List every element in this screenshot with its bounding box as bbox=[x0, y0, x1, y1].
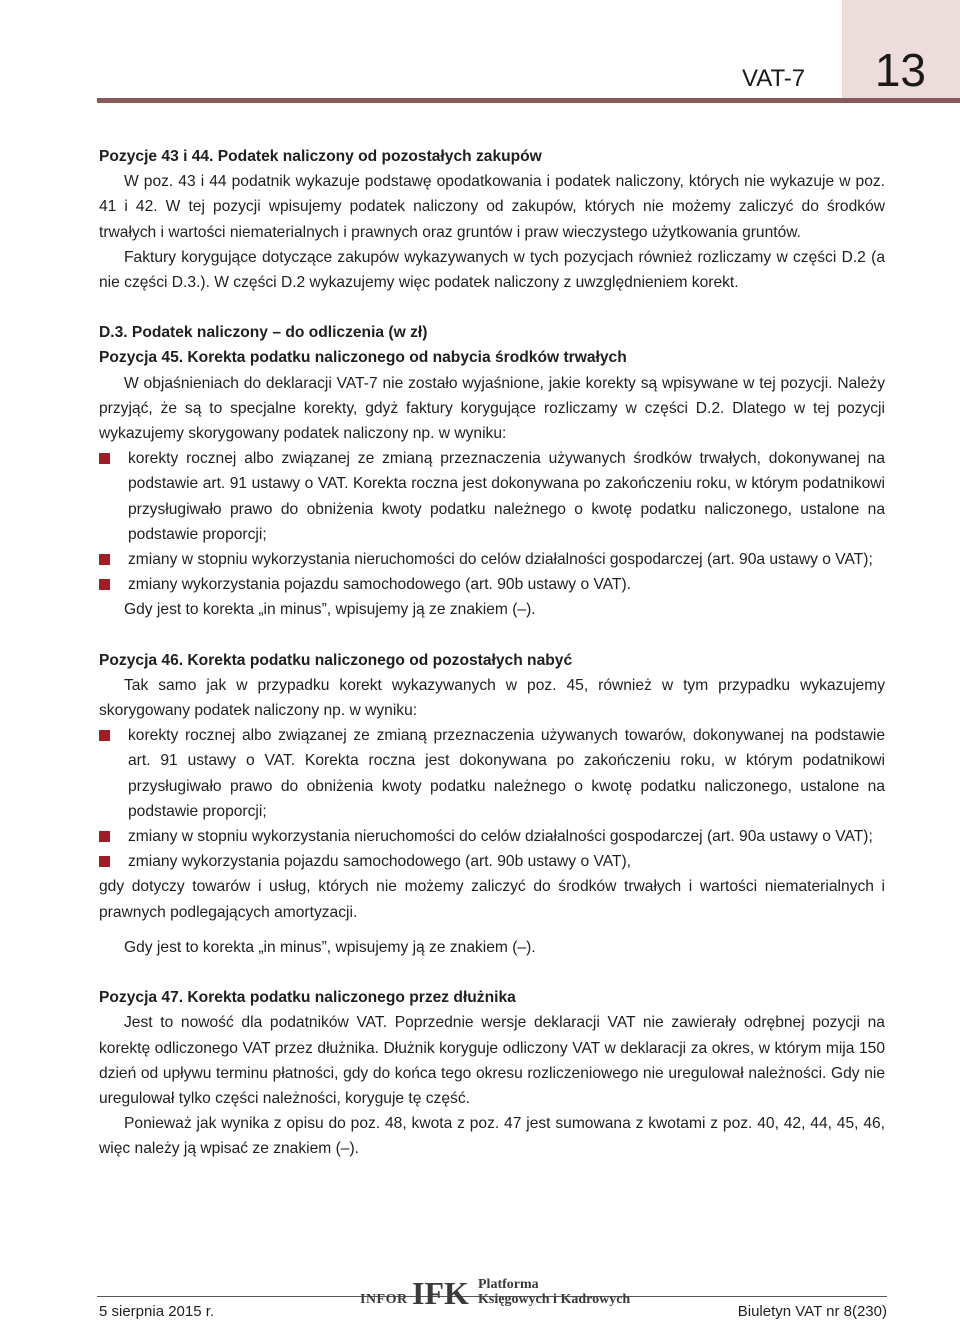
note: Gdy jest to korekta „in minus”, wpisujemy ją ze znakiem (–). bbox=[124, 938, 536, 956]
bullet-square-icon bbox=[99, 579, 110, 590]
paragraph: gdy dotyczy towarów i usług, których nie możemy zaliczyć do środków trwałych i wartości niematerialnych i prawnych podlegających amortyzacji. bbox=[99, 878, 885, 921]
bullet-square-icon bbox=[99, 554, 110, 565]
bullet-square-icon bbox=[99, 453, 110, 464]
paragraph: W objaśnieniach do deklaracji VAT-7 nie zostało wyjaśnione, jakie korekty są wpisywane w tej pozycji. Należy przyjąć, że są to specjalne korekty, gdyż faktury korygujące rozliczamy w części D.2. Dlatego w tej pozycji wykazujemy skorygowany podatek naliczony np. w wyniku: bbox=[99, 374, 885, 443]
section-heading-d3: D.3. Podatek naliczony – do odliczenia (w zł) bbox=[99, 324, 428, 342]
publisher-logo: INFOR IFK Platforma Księgowych i Kadrowych bbox=[360, 1275, 631, 1311]
article-body bbox=[99, 144, 885, 1162]
bullet-square-icon bbox=[99, 831, 110, 842]
page-number-box bbox=[842, 0, 960, 98]
footer-publication: Biuletyn VAT nr 8(230) bbox=[737, 1303, 887, 1320]
paragraph: Ponieważ jak wynika z opisu do poz. 48, kwota z poz. 47 jest sumowana z kwotami z poz. 40, 42, 44, 45, 46, więc należy ją wpisać ze znakiem (–). bbox=[99, 1115, 885, 1158]
footer-date: 5 sierpnia 2015 r. bbox=[99, 1303, 215, 1320]
bullet-list bbox=[99, 723, 885, 874]
section-heading-47: Pozycja 47. Korekta podatku naliczonego przez dłużnika bbox=[99, 989, 516, 1007]
bullet-square-icon bbox=[99, 856, 110, 867]
subheading-45: Pozycja 45. Korekta podatku naliczonego od nabycia środków trwałych bbox=[99, 349, 627, 367]
note: Gdy jest to korekta „in minus”, wpisujemy ją ze znakiem (–). bbox=[124, 601, 536, 619]
header-title: VAT-7 bbox=[742, 65, 806, 92]
list-item: korekty rocznej albo związanej ze zmianą przeznaczenia używanych środków trwałych, dokonywanej na podstawie art. 91 ustawy o VAT. Korekta roczna jest dokonywana po zakończeniu roku, w którym podatnikowi przysługiwało prawo do obniżenia kwoty podatku należnego o kwotę podatku naliczonego, ustalone na podstawie proporcji; bbox=[99, 446, 885, 547]
list-item: zmiany w stopniu wykorzystania nieruchomości do celów działalności gospodarczej (art. 90a ustawy o VAT); bbox=[99, 547, 885, 572]
section-heading-46: Pozycja 46. Korekta podatku naliczonego od pozostałych nabyć bbox=[99, 651, 573, 669]
section-heading-43-44: Pozycje 43 i 44. Podatek naliczony od pozostałych zakupów bbox=[99, 148, 542, 165]
paragraph: Jest to nowość dla podatników VAT. Poprzednie wersje deklaracji VAT nie zawierały odrębnej pozycji na korektę odliczonego VAT przez dłużnika. Dłużnik koryguje odliczony VAT w deklaracji za okres, w którym mija 150 dzień od upływu terminu płatności, gdy do końca tego okresu rozliczeniowego nie uregulował należności. Gdy nie uregulował tylko części należności, koryguje tę część. bbox=[99, 1014, 885, 1107]
list-item: zmiany w stopniu wykorzystania nieruchomości do celów działalności gospodarczej (art. 90a ustawy o VAT); bbox=[99, 824, 885, 849]
paragraph: W poz. 43 i 44 podatnik wykazuje podstawę opodatkowania i podatek naliczony, których nie wykazuje w poz. 41 i 42. W tej pozycji wpisujemy podatek naliczony od zakupów, których nie możemy zaliczyć do środków trwałych i wartości niematerialnych i prawnych oraz gruntów i praw wieczystego użytkowania gruntów. bbox=[99, 173, 885, 241]
paragraph: Faktury korygujące dotyczące zakupów wykazywanych w tych pozycjach również rozliczamy w części D.2 (a nie części D.3.). W części D.2 wykazujemy więc podatek naliczony z uwzględnieniem korekt. bbox=[99, 248, 885, 292]
header-rule bbox=[97, 98, 960, 103]
list-item: korekty rocznej albo związanej ze zmianą przeznaczenia używanych towarów, dokonywanej na podstawie art. 91 ustawy o VAT. Korekta roczna jest dokonywana po zakończeniu roku, w którym podatnikowi przysługiwało prawo do obniżenia kwoty podatku należnego o kwotę podatku naliczonego, ustalone na podstawie proporcji; bbox=[99, 723, 885, 824]
list-item: zmiany wykorzystania pojazdu samochodowego (art. 90b ustawy o VAT), bbox=[99, 849, 885, 874]
list-item: zmiany wykorzystania pojazdu samochodowego (art. 90b ustawy o VAT). bbox=[99, 572, 885, 597]
paragraph: Tak samo jak w przypadku korekt wykazywanych w poz. 45, również w tym przypadku wykazujemy skorygowany podatek naliczony np. w wyniku: bbox=[99, 676, 885, 720]
page-number: 13 bbox=[874, 44, 926, 96]
bullet-square-icon bbox=[99, 730, 110, 741]
bullet-list bbox=[99, 446, 885, 597]
